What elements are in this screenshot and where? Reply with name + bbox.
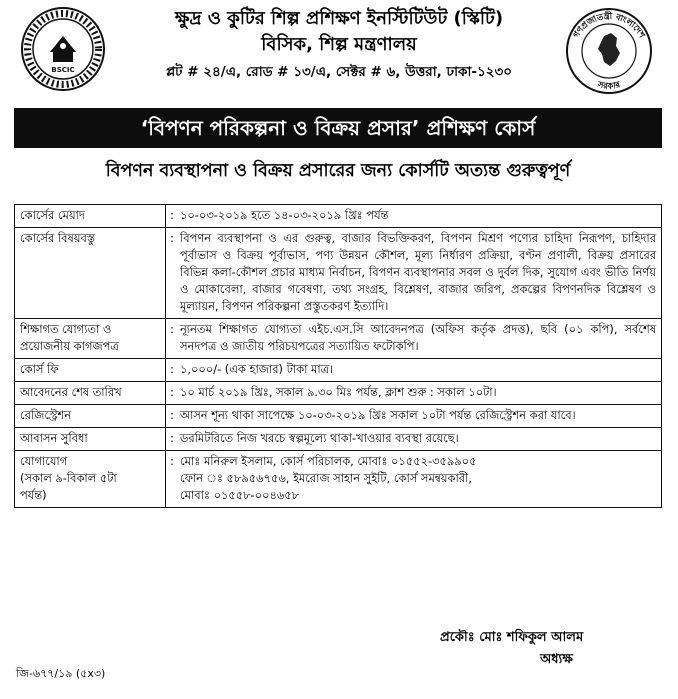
table-row — [15, 382, 662, 405]
svg-text:BSCIC: BSCIC — [51, 66, 75, 74]
row-label-line: (সকাল ৯-বিকাল ৫টা — [20, 471, 117, 485]
table-row — [15, 405, 662, 428]
row-value-line: ফোন ঃ ৫৮৯৫৬৭৫৬, ইমরোজ সাহান সুইটি, কোর্স সমন্বয়কারী, — [180, 471, 472, 485]
row-value — [166, 382, 662, 405]
row-label-line: প্রয়োজনীয় কাগজপত্র — [20, 339, 119, 353]
row-colon: : — [170, 362, 174, 376]
row-label — [15, 382, 166, 405]
row-colon: : — [170, 385, 174, 399]
table-row — [15, 228, 662, 319]
row-value — [166, 228, 662, 319]
row-label-line: কোর্সের বিষয়বস্তু — [20, 231, 96, 245]
row-label — [15, 428, 166, 451]
row-label — [15, 451, 166, 508]
row-label — [15, 205, 166, 228]
row-colon: : — [170, 208, 174, 222]
ministry-name: বিসিক, শিল্প মন্ত্রণালয় — [261, 34, 417, 55]
row-label-line: যোগাযোগ — [20, 454, 68, 468]
table-row — [15, 451, 662, 508]
row-value — [166, 205, 662, 228]
row-label — [15, 359, 166, 382]
course-title-banner: ‘বিপণন পরিকল্পনা ও বিক্রয় প্রসার’ প্রশিক্ষণ কোর্স — [14, 108, 662, 148]
bscic-logo — [20, 6, 106, 92]
table-row — [15, 359, 662, 382]
svg-text:গণপ্রজাতন্ত্রী বাংলাদেশ: গণপ্রজাতন্ত্রী বাংলাদেশ — [571, 11, 647, 40]
row-label — [15, 405, 166, 428]
row-value — [166, 451, 662, 508]
row-value-line: ১,০০০/- (এক হাজার) টাকা মাত্র। — [180, 362, 334, 376]
row-value-line: বিপণন ব্যবস্থাপনা ও এর গুরুত্ব, বাজার বিভক্তিকরণ, বিপণন মিশ্রণ পণ্যের চাহিদা নিরূপণ, চাহিদার পূর্বাভাস ও বিক্রয় পূর্বাভাস, পণ্য উন্নয়ন কৌশল, মূল্য নির্ধারণ প্রক্রিয়া, বণ্টন প্রণালী, বিক্রয় প্রসারের বিভিন্ন কলা-কৌশল প্রচার মাধ্যম নির্বাচন, বিপণন ব্যবস্থাপনার সবল ও দুর্বল দিক, সুযোগ এবং ভীতি নির্ণয় ও মোকাবেলা, বাজার গবেষণা, তথ্য সংগ্রহ, বিশ্লেষণ, বাজার জরিপ, প্রকল্পের বিপণনদিক বিশ্লেষণ ও মূল্যায়ন, বিপণন পরিকল্পনা প্রস্তুতকরণ ইত্যাদি। — [180, 231, 656, 313]
row-colon: : — [170, 231, 174, 245]
row-value-line: ন্যূনতম শিক্ষাগত যোগ্যতা এইচ.এস.সি আবেদনপত্র (অফিস কর্তৃক প্রদত্ত), ছবি (০১ কপি), সর্বশেষ সনদপত্র ও জাতীয় পরিচয়পত্রের সত্যায়িত ফটোকপি। — [180, 322, 656, 353]
row-value-line: ১০-০৩-২০১৯ হতে ১৪-০৩-২০১৯ খ্রিঃ পর্যন্ত — [180, 208, 389, 222]
signatory-designation: অধ্যক্ষ — [540, 652, 573, 667]
government-seal-logo — [564, 6, 654, 96]
svg-text:সরকার: সরকার — [596, 79, 622, 92]
row-label-line: রেজিস্ট্রেশন — [20, 408, 72, 422]
table-row — [15, 319, 662, 359]
course-info-table — [14, 204, 662, 508]
row-value-line: মোবাঃ ০১৫৫৮-০০৪৬৫৮ — [180, 488, 300, 502]
institute-address: প্লট # ২৪/এ, রোড # ১৩/এ, সেক্টর # ৬, উত্তরা, ঢাকা-১২৩০ — [165, 64, 513, 80]
institute-name: ক্ষুদ্র ও কুটির শিল্প প্রশিক্ষণ ইনস্টিটিউট (স্কিটি) — [174, 8, 504, 29]
row-colon: : — [170, 322, 174, 336]
row-label-line: আবাসন সুবিধা — [20, 431, 88, 445]
row-label-line: পর্যন্ত) — [20, 488, 47, 502]
row-colon: : — [170, 408, 174, 422]
row-value-line: মোঃ মনিরুল ইসলাম, কোর্স পরিচালক, মোবাঃ ০১৫৫২-৩৫৯৯০৫ — [180, 454, 477, 468]
signatory-name: প্রকৌঃ মোঃ শফিকুল আলম — [440, 630, 584, 645]
row-value-line: ডরমিটরিতে নিজ খরচে স্বল্পমূল্যে থাকা-খাওয়ার ব্যবস্থা রয়েছে। — [180, 431, 459, 445]
course-subtitle: বিপণন ব্যবস্থাপনা ও বিক্রয় প্রসারের জন্য কোর্সটি অত্যন্ত গুরুত্বপূর্ণ — [105, 161, 571, 181]
row-label-line: আবেদনের শেষ তারিখ — [20, 385, 122, 399]
table-row — [15, 205, 662, 228]
row-colon: : — [170, 454, 174, 468]
row-value — [166, 405, 662, 428]
row-value — [166, 319, 662, 359]
row-label-line: কোর্স ফি — [20, 362, 59, 376]
row-value-line: ১০ মার্চ ২০১৯ খ্রিঃ, সকাল ৯.৩০ মিঃ পর্যন্ত, ক্লাশ শুরু : সকাল ১০টা। — [180, 385, 497, 399]
row-value — [166, 359, 662, 382]
row-colon: : — [170, 431, 174, 445]
ad-reference-code: জি-৬৭৭/১৯ (৫x৩) — [16, 667, 106, 680]
row-label-line: শিক্ষাগত যোগ্যতা ও — [20, 322, 112, 336]
row-value — [166, 428, 662, 451]
table-row — [15, 428, 662, 451]
row-value-line: আসন শূন্য থাকা সাপেক্ষে ১০-০৩-২০১৯ খ্রিঃ সকাল ১০টা পর্যন্ত রেজিস্ট্রেশন করা যাবে। — [180, 408, 576, 422]
row-label — [15, 319, 166, 359]
row-label — [15, 228, 166, 319]
row-label-line: কোর্সের মেয়াদ — [20, 208, 85, 222]
